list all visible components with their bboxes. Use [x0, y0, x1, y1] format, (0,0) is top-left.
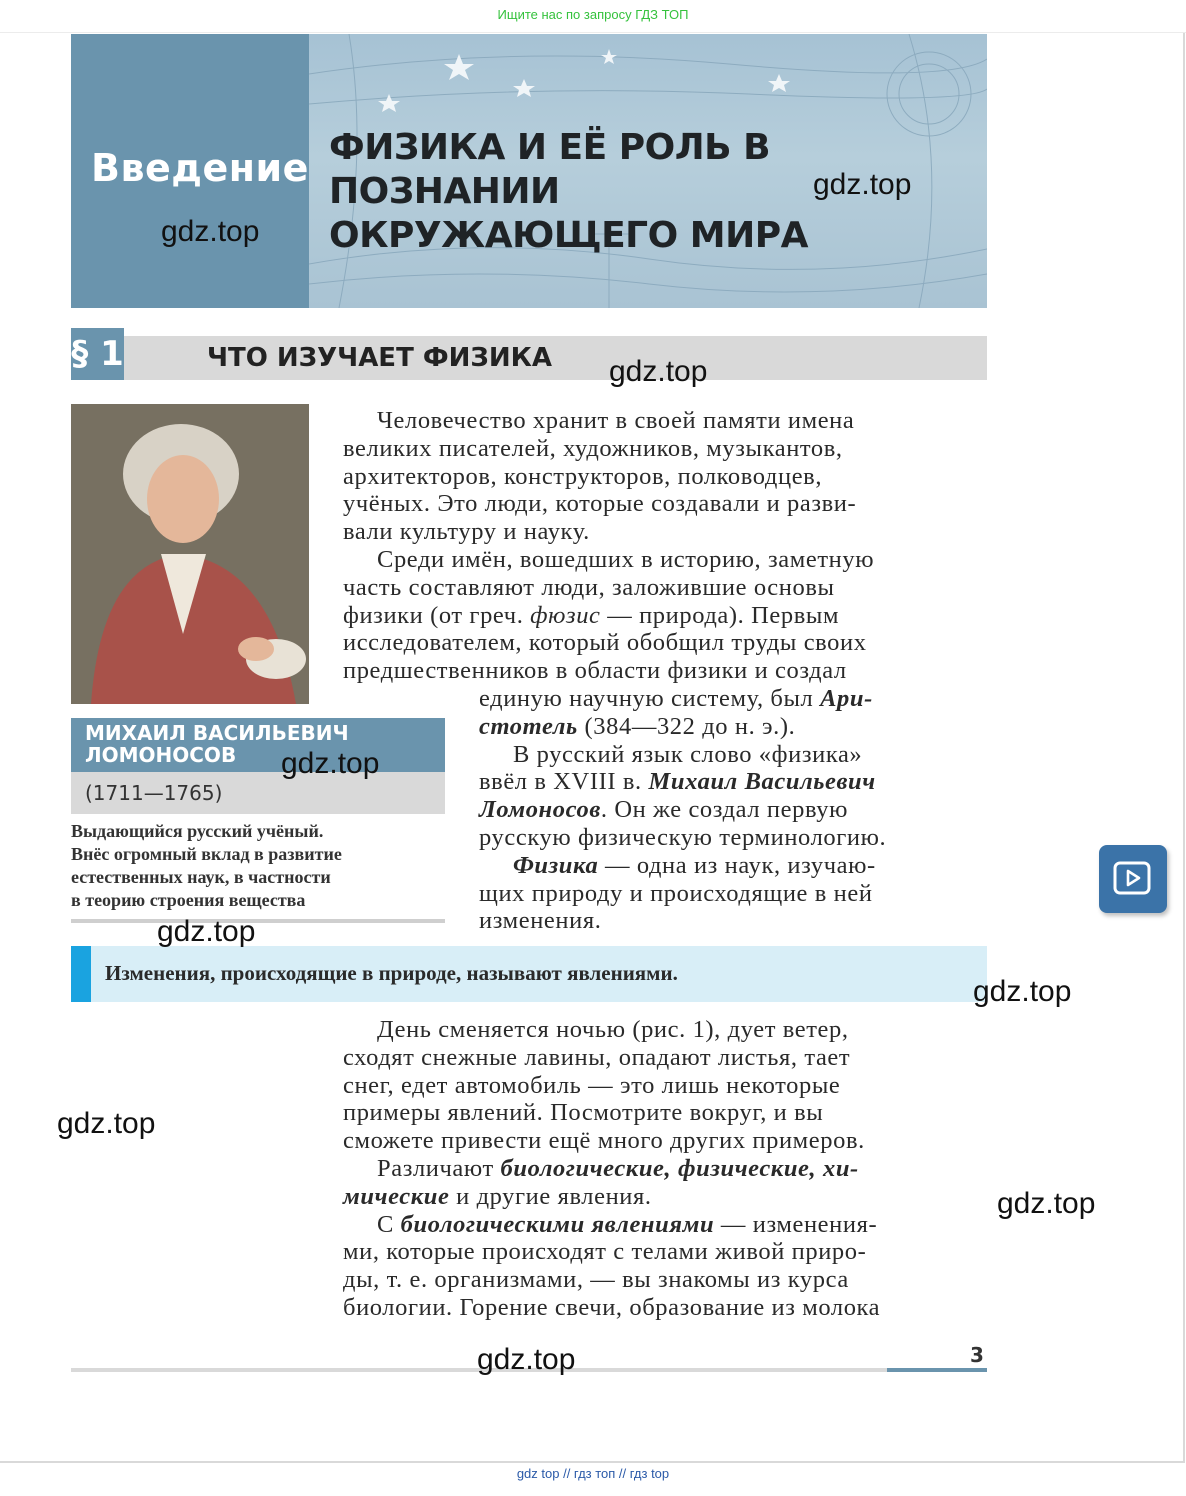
chapter-title-line1: ФИЗИКА И ЕЁ РОЛЬ В ПОЗНАНИИ [329, 127, 771, 212]
definition-accent-bar [71, 946, 91, 1002]
watermark: gdz.top [57, 1107, 156, 1140]
text-line: сходят снежные лавины, опадают листья, тает [343, 1043, 851, 1071]
video-button[interactable] [1099, 845, 1167, 913]
portrait-caption [71, 718, 445, 818]
desc-line: в теорию строения вещества [71, 890, 306, 910]
text-line: ми, которые происходят с телами живой приро- [343, 1238, 867, 1266]
text-span: (384—322 до н. э.). [577, 712, 796, 740]
text-line [343, 1183, 987, 1211]
desc-line: естественных наук, в частности [71, 867, 331, 887]
text-line: Среди имён, вошедших в историю, заметную [377, 545, 875, 573]
narrow-paragraphs [479, 685, 987, 935]
text-span: — природа). Первым [600, 601, 840, 629]
text-line: Человечество хранит в своей памяти имена [377, 407, 855, 434]
chapter-side-panel [71, 34, 309, 308]
text-line [343, 1155, 987, 1183]
text-line: русскую физическую терминологию. [479, 823, 887, 851]
text-line: часть составляют люди, заложившие основы [343, 573, 835, 601]
definition-box [71, 946, 987, 1002]
watermark: gdz.top [997, 1187, 1096, 1220]
text-span: физики (от греч. [343, 601, 531, 629]
section-number: § 1 [71, 328, 124, 380]
text-line: учёных. Это люди, которые создавали и разви- [343, 490, 857, 518]
scientist-description [71, 820, 445, 912]
text-line: ды, т. е. организмами, — вы знакомы из курса [343, 1266, 849, 1294]
lomonosov-portrait [71, 404, 309, 704]
text-span: ввёл в XVIII в. [479, 768, 649, 796]
section-title: ЧТО ИЗУЧАЕТ ФИЗИКА [207, 343, 553, 373]
desc-line: Выдающийся русский учёный. [71, 821, 324, 841]
watermark: gdz.top [609, 355, 708, 388]
footer-rule-accent [887, 1368, 987, 1372]
term-physics: Физика [513, 851, 599, 879]
watermark: gdz.top [281, 747, 380, 780]
top-promo-banner: Ищите нас по запросу ГДЗ ТОП [0, 0, 1186, 33]
chapter-title-line2: ОКРУЖАЮЩЕГО МИРА [329, 215, 808, 256]
scientist-name-line1: МИХАИЛ ВАСИЛЬЕВИЧ [85, 721, 349, 745]
greek-term: фюзис [530, 601, 601, 629]
text-line: День сменяется ночью (рис. 1), дует ветер, [377, 1016, 849, 1043]
text-line: изменения. [479, 907, 602, 935]
text-span: С [377, 1210, 401, 1238]
text-line [479, 713, 987, 741]
text-span: единую научную систему, был [479, 685, 821, 712]
chapter-label: Введение [91, 146, 309, 190]
text-line: снег, едет автомобиль — это лишь некоторые [343, 1071, 841, 1099]
text-line: В русский язык слово «физика» [513, 740, 863, 768]
text-line: предшественников в области физики и создал [343, 657, 847, 685]
text-span: Различают [377, 1154, 501, 1182]
name-lomonosov: Ломоносов [479, 796, 601, 824]
watermark: gdz.top [157, 915, 256, 948]
text-line: вали культуру и науку. [343, 518, 590, 546]
portrait-drawing [71, 404, 309, 704]
text-span: — изменения- [714, 1210, 878, 1238]
scientist-name [71, 718, 445, 772]
italic-terms: биологическими явлениями [400, 1210, 715, 1238]
definition-text: Изменения, происходящие в природе, называют явлениями. [105, 961, 678, 985]
scientist-years: (1711—1765) [71, 772, 445, 814]
text-line [479, 768, 987, 796]
watermark: gdz.top [973, 975, 1072, 1008]
text-line [343, 602, 987, 630]
play-video-icon [1113, 860, 1153, 898]
text-line: примеры явлений. Посмотрите вокруг, и вы [343, 1099, 824, 1127]
caption-divider [71, 919, 445, 923]
italic-terms: биологические, физические, хи- [500, 1154, 859, 1182]
text-line [479, 852, 987, 880]
name-aristotle: стотель [479, 712, 578, 740]
text-line [479, 685, 987, 713]
italic-terms: мические [343, 1182, 450, 1210]
page-number: 3 [970, 1343, 984, 1367]
name-aristotle: Ари- [820, 685, 873, 712]
scientist-name-line2: ЛОМОНОСОВ [85, 743, 237, 767]
text-span: и другие явления. [449, 1182, 652, 1210]
text-line: щих природу и происходящие в ней [479, 879, 873, 907]
text-span: — одна из наук, изучаю- [598, 851, 876, 879]
desc-line: Внёс огромный вклад в развитие [71, 844, 342, 864]
text-line: исследователем, который обобщил труды своих [343, 629, 867, 657]
footer-links[interactable]: gdz top // гдз топ // гдз top [516, 1466, 670, 1481]
text-line: биологии. Горение свечи, образование из молока [343, 1293, 881, 1321]
lower-paragraphs [343, 1016, 987, 1322]
watermark: gdz.top [161, 215, 260, 248]
text-line: сможете привести ещё много других примеров. [343, 1127, 865, 1155]
section-header [71, 336, 987, 380]
text-span: . Он же создал первую [600, 796, 849, 824]
text-line [479, 796, 987, 824]
intro-paragraphs [343, 407, 987, 685]
text-line [343, 1211, 987, 1239]
watermark: gdz.top [477, 1343, 576, 1376]
text-line: архитекторов, конструкторов, полководцев, [343, 462, 823, 490]
text-line: великих писателей, художников, музыкантов, [343, 434, 843, 462]
watermark: gdz.top [813, 168, 912, 201]
name-lomonosov: Михаил Васильевич [648, 768, 876, 796]
